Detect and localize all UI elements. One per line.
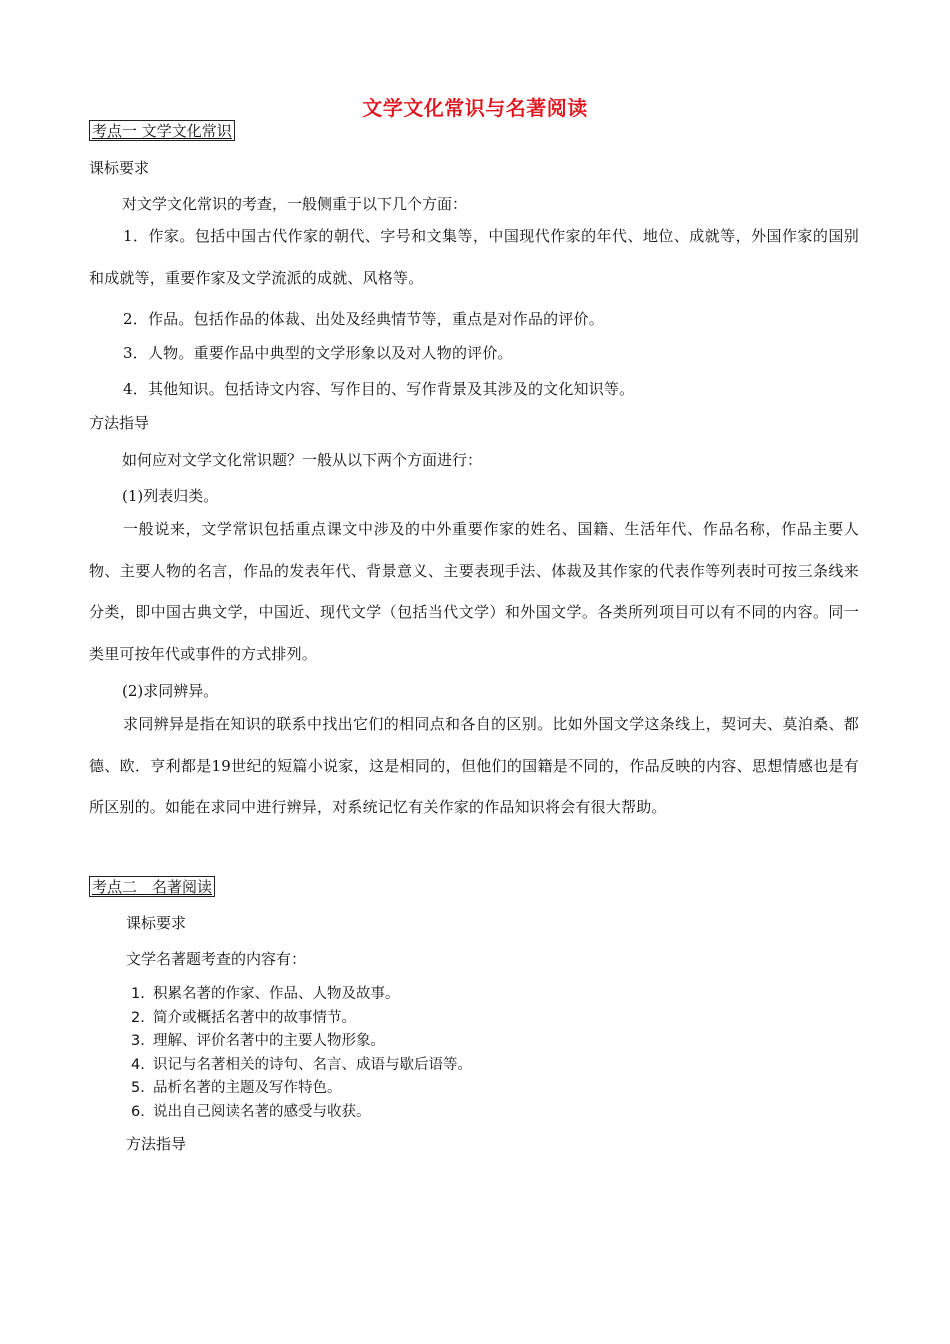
list-item [131, 983, 472, 1007]
list-item-text: 识记与名著相关的诗句、名言、成语与歇后语等。 [153, 1056, 472, 1073]
section2-item-list [131, 983, 472, 1124]
section1-item-3: 3．人物。重要作品中典型的文学形象以及对人物的评价。 [123, 344, 513, 362]
section1-heading: 考点一 文学文化常识 [89, 120, 235, 141]
section2-intro: 文学名著题考查的内容有： [126, 950, 307, 968]
section1-requirements-label: 课标要求 [89, 159, 150, 177]
section1-item-2: 2．作品。包括作品的体裁、出处及经典情节等，重点是对作品的评价。 [123, 310, 604, 328]
method1-text: 一般说来，文学常识包括重点课文中涉及的中外重要作家的姓名、国籍、生活年代、作品名称，作品主要人物、主要人物的名言，作品的发表年代、背景意义、主要表现手法、体裁及其作家的代表作等列表时可按三条线来分类，即中国古典文学，中国近、现代文学（包括当代文学）和外国文学。各类所列项目可以有不同的内容。同一类里可按年代或事件的方式排列。 [89, 520, 859, 663]
section2-requirements-label: 课标要求 [126, 914, 187, 932]
section1-intro: 对文学文化常识的考查，一般侧重于以下几个方面： [122, 195, 468, 213]
list-item-number: 5. [131, 1080, 145, 1096]
list-item-text: 理解、评价名著中的主要人物形象。 [153, 1033, 385, 1049]
list-item-text: 说出自己阅读名著的感受与收获。 [153, 1103, 371, 1120]
method1-title: (1)列表归类。 [122, 487, 219, 505]
list-item [131, 1007, 472, 1031]
document-title: 文学文化常识与名著阅读 [362, 96, 588, 120]
section2-method-label: 方法指导 [126, 1135, 187, 1153]
section1-item-4: 4．其他知识。包括诗文内容、写作目的、写作背景及其涉及的文化知识等。 [123, 380, 635, 398]
list-item-number: 6. [131, 1103, 145, 1120]
list-item [131, 1077, 472, 1101]
section1-item-1: 1．作家。包括中国古代作家的朝代、字号和文集等，中国现代作家的年代、地位、成就等，外国作家的国别和成就等，重要作家及文学流派的成就、风格等。 [89, 227, 859, 287]
list-item-text: 品析名著的主题及写作特色。 [153, 1080, 342, 1096]
list-item-number: 2. [131, 1009, 145, 1026]
section1-method-label: 方法指导 [89, 414, 150, 432]
section1-method-intro: 如何应对文学文化常识题？一般从以下两个方面进行： [122, 451, 483, 469]
list-item [131, 1101, 472, 1125]
list-item [131, 1054, 472, 1078]
list-item-number: 3. [131, 1033, 145, 1049]
list-item-number: 1. [131, 986, 145, 1002]
method2-text: 求同辨异是指在知识的联系中找出它们的相同点和各自的区别。比如外国文学这条线上，契诃夫、莫泊桑、都德、欧．亨利都是19世纪的短篇小说家，这是相同的，但他们的国籍是不同的，作品反映的内容、思想情感也是有所区别的。如能在求同中进行辨异，对系统记忆有关作家的作品知识将会有很大帮助。 [89, 715, 859, 816]
list-item-text: 简介或概括名著中的故事情节。 [153, 1009, 356, 1026]
list-item-number: 4. [131, 1056, 145, 1073]
list-item [131, 1030, 472, 1054]
section2-heading: 考点二 名著阅读 [89, 876, 215, 897]
list-item-text: 积累名著的作家、作品、人物及故事。 [153, 986, 400, 1002]
method2-title: (2)求同辨异。 [122, 682, 219, 700]
